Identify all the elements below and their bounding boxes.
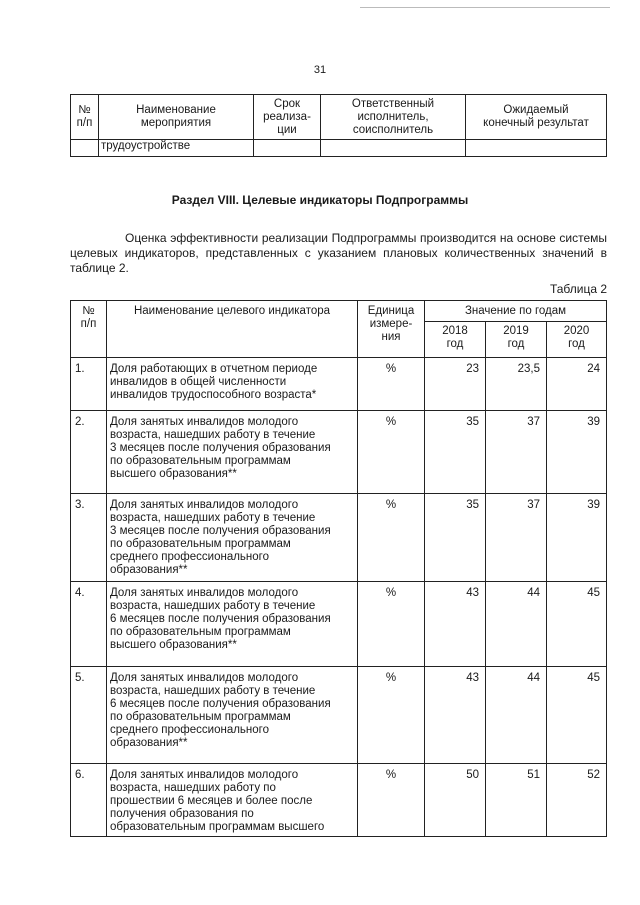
page-number: 31 bbox=[313, 64, 327, 76]
indicator-name: Доля занятых инвалидов молодого возраста, нашедших работу в течение 3 месяцев после получения образования по образовательным программам высшего образования** bbox=[107, 411, 358, 494]
unit-cell: % bbox=[358, 667, 425, 764]
table-row bbox=[71, 411, 607, 494]
intro-paragraph: Оценка эффективности реализации Подпрограммы производится на основе системы целевых индикаторов, представленных с указанием плановых количественных значений в таблице 2. bbox=[70, 231, 607, 275]
t2-body bbox=[71, 358, 607, 837]
t1-header-result: Ожидаемый конечный результат bbox=[466, 95, 607, 140]
value-2018: 35 bbox=[425, 494, 486, 582]
value-2019: 37 bbox=[486, 411, 547, 494]
table-row bbox=[71, 764, 607, 837]
t2-year-2019: 2019 год bbox=[486, 322, 547, 358]
table-row bbox=[71, 667, 607, 764]
t2-header-values: Значение по годам bbox=[425, 301, 607, 322]
indicator-name: Доля работающих в отчетном периоде инвалидов в общей численности инвалидов трудоспособного возраста* bbox=[107, 358, 358, 411]
scan-edge-line bbox=[360, 7, 610, 8]
table-row bbox=[71, 494, 607, 582]
unit-cell: % bbox=[358, 582, 425, 667]
t2-header-row bbox=[71, 301, 607, 322]
indicator-name: Доля занятых инвалидов молодого возраста, нашедших работу в течение 6 месяцев после получения образования по образовательным программам среднего профессионального образования** bbox=[107, 667, 358, 764]
table-caption: Таблица 2 bbox=[549, 282, 607, 296]
indicators-table bbox=[70, 300, 607, 837]
unit-cell: % bbox=[358, 494, 425, 582]
t1-cell bbox=[71, 140, 99, 157]
indicator-name: Доля занятых инвалидов молодого возраста, нашедших работу в течение 6 месяцев после получения образования по образовательным программам высшего образования** bbox=[107, 582, 358, 667]
t1-cell bbox=[466, 140, 607, 157]
row-number: 1. bbox=[71, 358, 107, 411]
value-2020: 45 bbox=[547, 667, 607, 764]
unit-cell: % bbox=[358, 358, 425, 411]
indicator-name: Доля занятых инвалидов молодого возраста, нашедших работу в течение 3 месяцев после получения образования по образовательным программам среднего профессионального образования** bbox=[107, 494, 358, 582]
t2-header-unit: Единица измере- ния bbox=[358, 301, 425, 358]
value-2020: 52 bbox=[547, 764, 607, 837]
t1-cell bbox=[254, 140, 321, 157]
row-number: 4. bbox=[71, 582, 107, 667]
row-number: 5. bbox=[71, 667, 107, 764]
row-number: 6. bbox=[71, 764, 107, 837]
value-2019: 44 bbox=[486, 582, 547, 667]
value-2018: 43 bbox=[425, 667, 486, 764]
value-2019: 23,5 bbox=[486, 358, 547, 411]
indicator-name: Доля занятых инвалидов молодого возраста, нашедших работу по прошествии 6 месяцев и более после получения образования по образовательным программам высшего bbox=[107, 764, 358, 837]
value-2019: 44 bbox=[486, 667, 547, 764]
table-row bbox=[71, 140, 607, 157]
t1-header-responsible: Ответственный исполнитель, соисполнитель bbox=[321, 95, 466, 140]
t1-header-num: № п/п bbox=[71, 95, 99, 140]
t1-header-name: Наименование мероприятия bbox=[99, 95, 254, 140]
t1-cell: трудоустройстве bbox=[99, 140, 254, 157]
t1-header-deadline: Срок реализа- ции bbox=[254, 95, 321, 140]
t2-year-2020: 2020 год bbox=[547, 322, 607, 358]
value-2018: 35 bbox=[425, 411, 486, 494]
value-2018: 43 bbox=[425, 582, 486, 667]
value-2020: 24 bbox=[547, 358, 607, 411]
value-2020: 39 bbox=[547, 494, 607, 582]
t1-cell bbox=[321, 140, 466, 157]
value-2020: 39 bbox=[547, 411, 607, 494]
row-number: 2. bbox=[71, 411, 107, 494]
value-2018: 23 bbox=[425, 358, 486, 411]
section-title: Раздел VIII. Целевые индикаторы Подпрограммы bbox=[171, 193, 469, 207]
value-2019: 51 bbox=[486, 764, 547, 837]
value-2018: 50 bbox=[425, 764, 486, 837]
t2-year-2018: 2018 год bbox=[425, 322, 486, 358]
row-number: 3. bbox=[71, 494, 107, 582]
t2-header-num: № п/п bbox=[71, 301, 107, 358]
table1-header-row bbox=[71, 95, 607, 140]
value-2019: 37 bbox=[486, 494, 547, 582]
table-row bbox=[71, 358, 607, 411]
value-2020: 45 bbox=[547, 582, 607, 667]
unit-cell: % bbox=[358, 764, 425, 837]
t2-header-name: Наименование целевого индикатора bbox=[107, 301, 358, 358]
table-row bbox=[71, 582, 607, 667]
measures-table-continuation bbox=[70, 94, 607, 157]
unit-cell: % bbox=[358, 411, 425, 494]
